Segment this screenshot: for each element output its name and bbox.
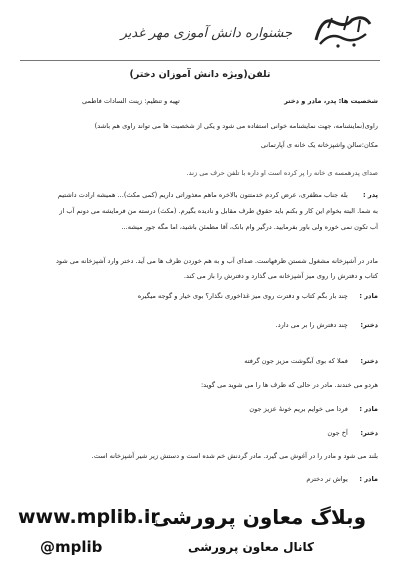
dialog-line (22, 320, 378, 330)
festival-logo-icon (308, 10, 378, 50)
dialog-text: بلند می شود و مادر را در آغوش می گیرد. مادر گردنش خم شده است و دستش زیر شیر آشپزخانه است. (91, 452, 378, 460)
stage-note: صدای پدرهمسه ی خانه را پر کرده است او داره با تلفن حرف می زند. (186, 169, 378, 177)
dialog-line (22, 206, 378, 216)
dialog-speaker: دختر: (360, 429, 378, 437)
narrator-line: راوی(نمایشنامه، جهت نمایشنامه خوانی استفاده می شود و یکی از شخصیت ها می تواند راوی هم باشد) (94, 122, 378, 130)
festival-title: جشنواره دانش آموزی مهر غدیر (120, 26, 292, 41)
dialog-speaker: دختر: (360, 357, 378, 365)
setting-line: مکان:سالن واشپزخانه یک خانه ی آپارتمانی (260, 141, 378, 149)
dialog-text: به شما. البته بخوام این کار و بکنم باید حقوق طرف مقابل و نادیده بگیرم. (مکث) درسته من فرمایشه می دونم آب از (59, 207, 378, 215)
dialog-text: فملا که بوی آبگوشت مزیز جون گرفته (244, 357, 348, 365)
author-line: تهیه و تنظیم: زینت السادات فاطمی (82, 97, 180, 105)
watermark-handle[interactable]: @mplib (40, 538, 103, 556)
dialog-line (22, 474, 378, 484)
dialog-text: مادر در آشپزخانه مشغول شستن ظرفهاست. صدای آب و به هم خوردن ظرف ها می آید. دختر وارد آشپزخانه می شود (55, 257, 378, 265)
meta-row (22, 97, 378, 107)
document-title: تلفن(ویژه دانش آموزان دختر) (129, 69, 271, 80)
page-header (0, 8, 400, 56)
dialog-text: کتاب و دفترش را روی میز آشپزخانه می گذارد و دفترش را باز می کند. (183, 272, 378, 280)
dialog-speaker: دختر: (360, 321, 378, 329)
dialog-speaker: مادر : (359, 292, 378, 300)
dialog-text: آخ جون (327, 429, 348, 437)
dialog-line (22, 428, 378, 438)
dialog-line (22, 271, 378, 281)
dialog-speaker: پدر : (362, 191, 378, 199)
dialog-line (22, 256, 378, 266)
dialog-line (22, 404, 378, 414)
dialog-text: چند بار بگم کتاب و دفترت روی میز غذاخوری نگذار؟ بوی خیار و گوجه میگیره (137, 292, 348, 300)
dialog-text: بله جناب مظفری، عرض کردم خدمتتون بالاخره ماهم معذوراتی داریم (کمی مکث)... همیشه ارادت داشتیم (57, 191, 348, 199)
watermark-brand: وبلاگ معاون پرورشی (151, 505, 366, 529)
header-divider (20, 60, 380, 61)
dialog-text: یواش تر دخترم (306, 475, 348, 483)
dialog-line (22, 222, 378, 232)
dialog-text: چند دفترش را بر می دارد. (275, 321, 348, 329)
dialog-line (22, 190, 378, 200)
dialog-line (22, 291, 378, 301)
dialog-speaker: مادر : (359, 405, 378, 413)
dialog-line (22, 451, 378, 461)
dialog-speaker: مادر : (359, 475, 378, 483)
dialog-text: آب تکون نمی خوره ولی باور بفرمایید. درگیر وام بانک، آقا مطمئن باشید، اما مگه جور میشه... (121, 223, 378, 231)
watermark-url[interactable]: www.mplib.ir (18, 506, 160, 528)
dialog-text: هردو می خندند. مادر در حالی که ظرف ها را می شوید می گوید: (200, 381, 378, 389)
dialog-text: فردا می خوایم بریم خونهٔ عزیز جون (249, 405, 348, 413)
dialog-line (22, 356, 378, 366)
characters-line: شخصیت ها: پدر، مادر و دختر (284, 97, 378, 105)
dialog-line (22, 380, 378, 390)
watermark-channel: کانال معاون پرورشی (188, 540, 314, 554)
